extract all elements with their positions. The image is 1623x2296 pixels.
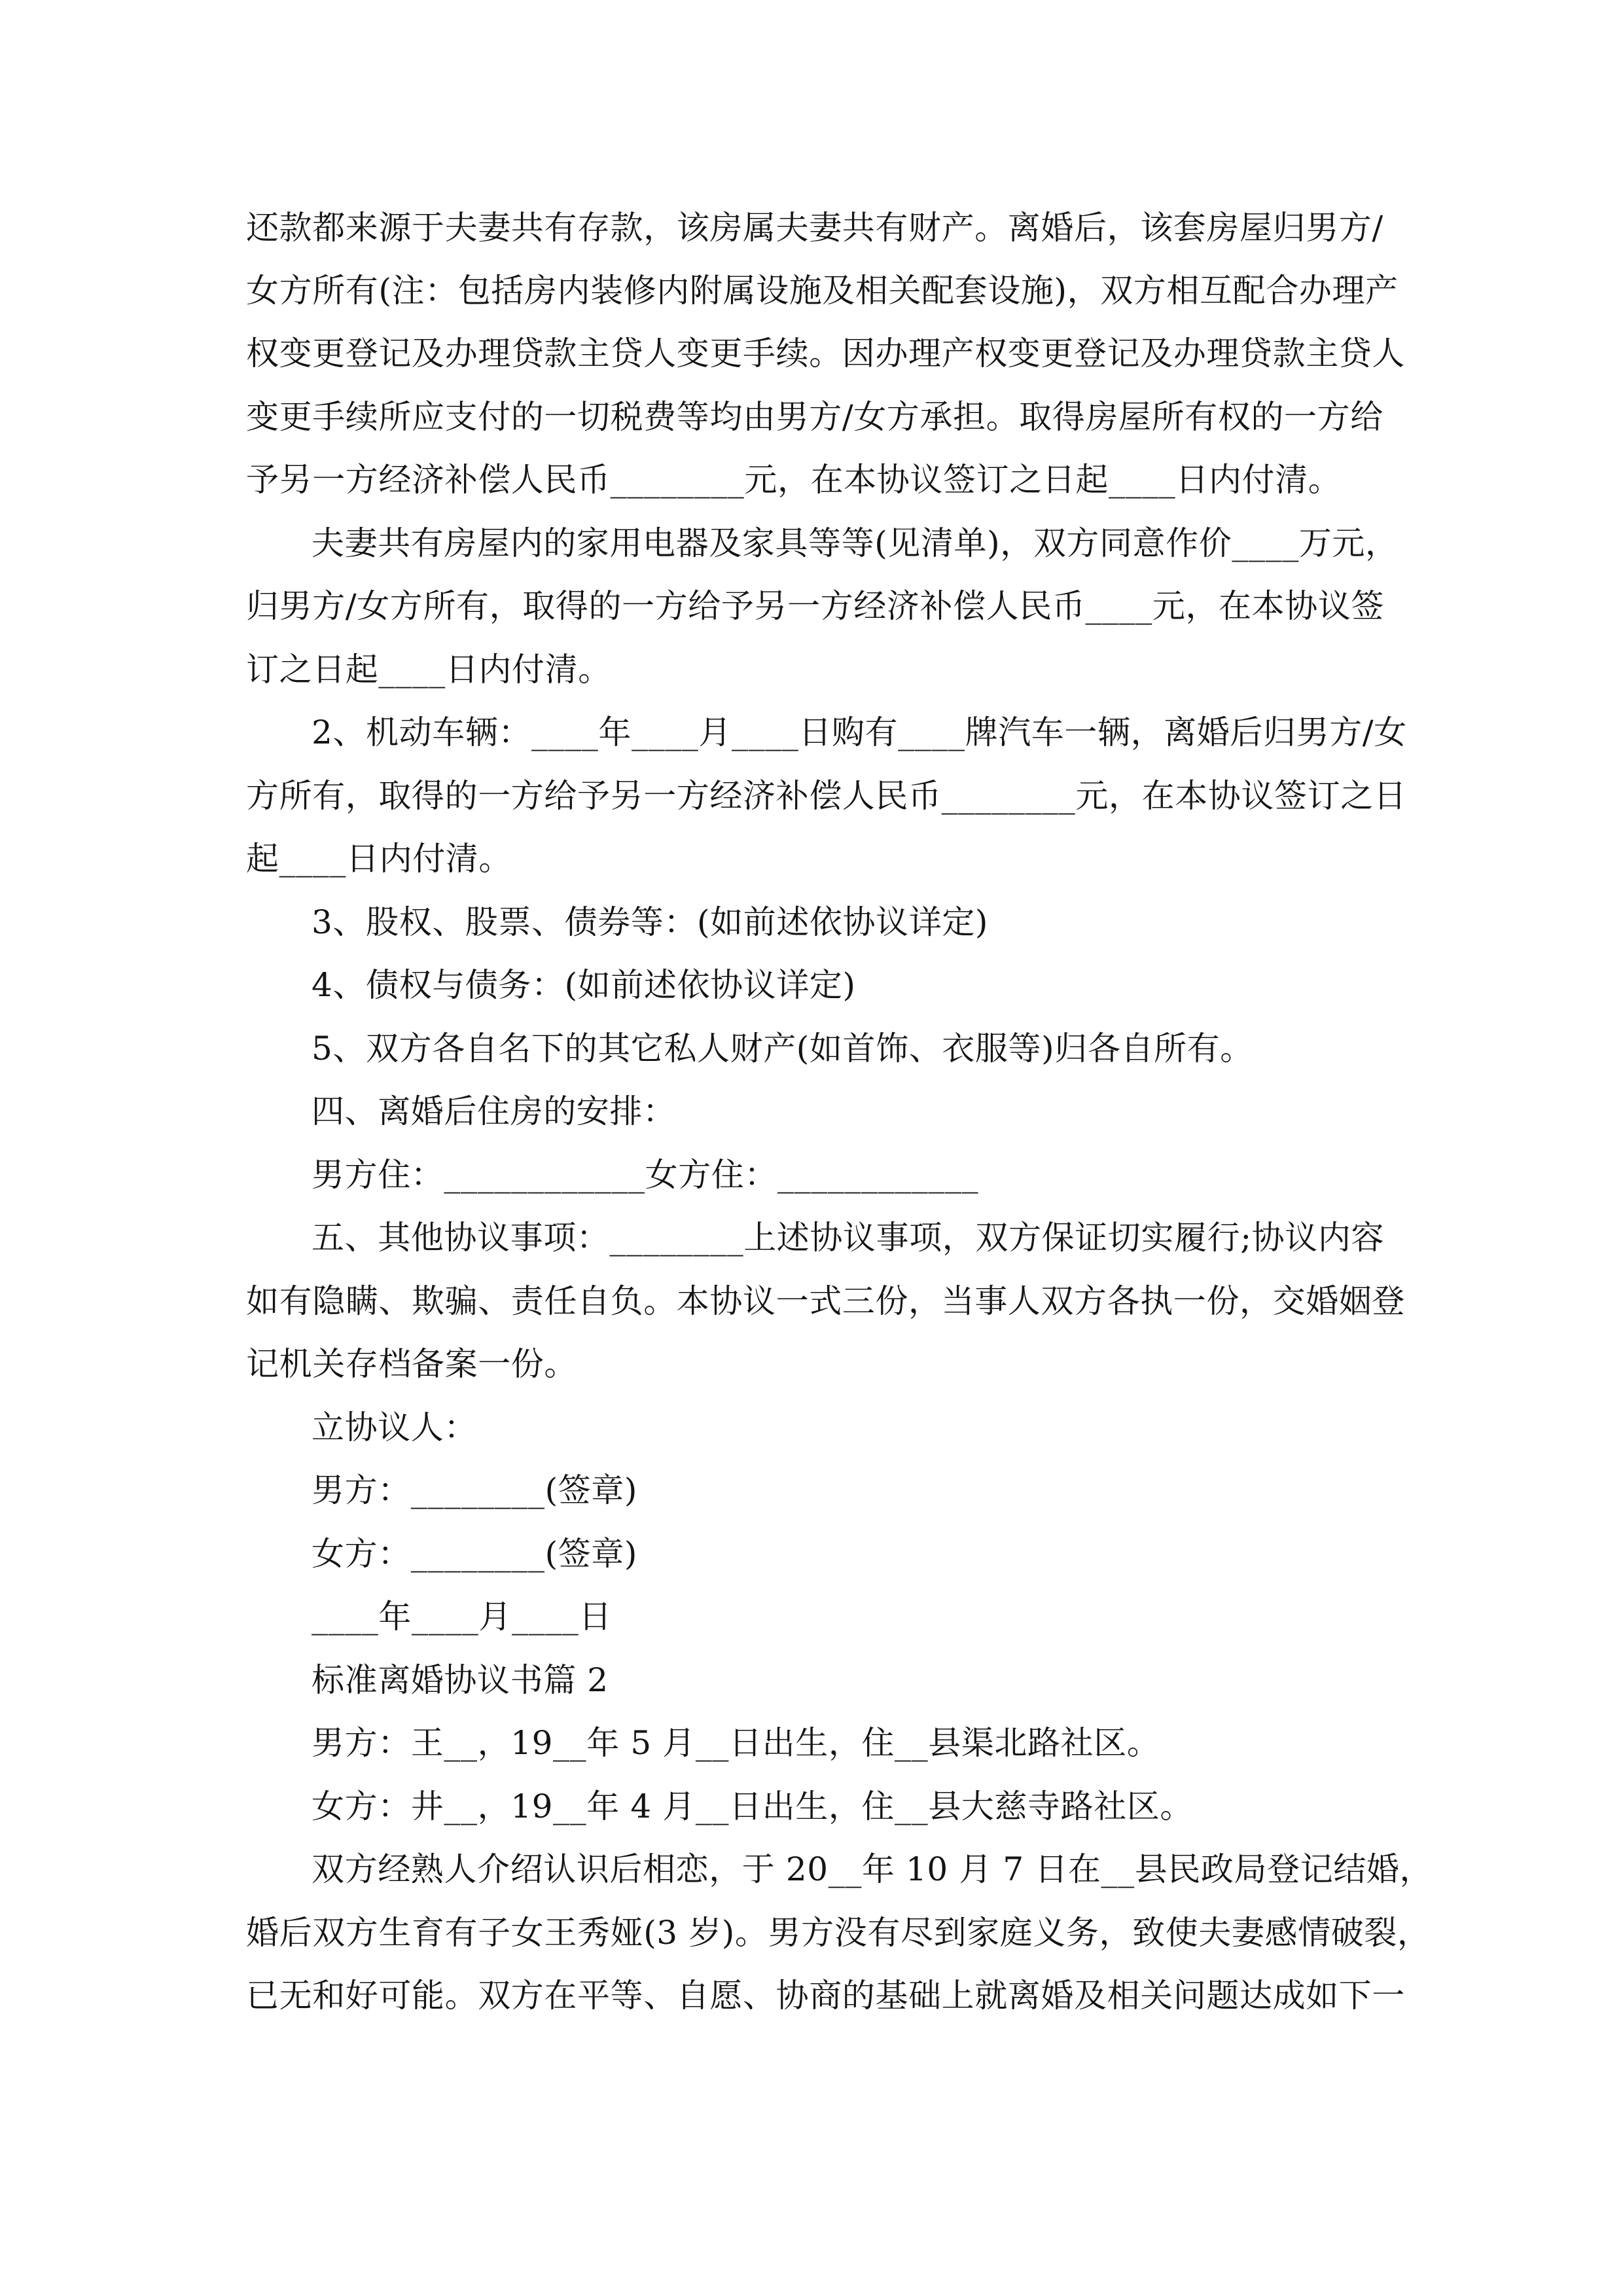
text-line-9: 2、机动车辆：____年____月____日购有____牌汽车一辆，离婚后归男方/女 (312, 713, 1407, 751)
signatories-label: 立协议人： (312, 1408, 477, 1446)
female-party-line: 女方：井__，19__年 4 月__日出生，住__县大慈寺路社区。 (312, 1787, 1194, 1825)
text-line-13: 4、债权与债务：(如前述依协议详定) (312, 966, 856, 1004)
text-line-5: 予另一方经济补偿人民币________元，在本协议签订之日起____日内付清。 (246, 461, 1342, 499)
section-heading-4: 四、离婚后住房的安排： (312, 1092, 676, 1130)
text-line-28: 婚后双方生育有子女王秀娅(3 岁)。男方没有尽到家庭义务，致使夫妻感情破裂， (246, 1914, 1431, 1952)
text-line-18: 如有隐瞒、欺骗、责任自负。本协议一式三份，当事人双方各执一份，交婚姻登 (246, 1282, 1405, 1320)
text-line-14: 5、双方各自名下的其它私人财产(如首饰、衣服等)归各自所有。 (312, 1030, 1253, 1067)
housing-line: 男方住：____________女方住：____________ (312, 1156, 979, 1194)
male-party-line: 男方：王__，19__年 5 月__日出生，住__县渠北路社区。 (312, 1724, 1160, 1762)
section-title-2: 标准离婚协议书篇 2 (312, 1661, 609, 1699)
text-line-8: 订之日起____日内付清。 (246, 651, 611, 689)
text-line-12: 3、股权、股票、债券等：(如前述依协议详定) (312, 903, 989, 941)
text-line-7: 归男方/女方所有，取得的一方给予另一方经济补偿人民币____元，在本协议签 (246, 587, 1385, 625)
text-line-1: 还款都来源于夫妻共有存款，该房属夫妻共有财产。离婚后，该套房屋归男方/ (246, 209, 1383, 247)
text-line-4: 变更手续所应支付的一切税费等均由男方/女方承担。取得房屋所有权的一方给 (246, 398, 1383, 436)
text-line-29: 已无和好可能。双方在平等、自愿、协商的基础上就离婚及相关问题达成如下一 (246, 1977, 1405, 2015)
text-line-27: 双方经熟人介绍认识后相恋，于 20__年 10 月 7 日在__县民政局登记结婚， (312, 1850, 1433, 1888)
text-line-19: 记机关存档备案一份。 (246, 1345, 577, 1383)
text-line-6: 夫妻共有房屋内的家用电器及家具等等(见清单)，双方同意作价____万元， (312, 524, 1399, 562)
text-line-3: 权变更登记及办理贷款主贷人变更手续。因办理产权变更登记及办理贷款主贷人 (246, 334, 1405, 372)
text-line-11: 起____日内付清。 (246, 840, 512, 878)
female-signature-line: 女方：________(签章) (312, 1535, 638, 1573)
male-signature-line: 男方：________(签章) (312, 1471, 638, 1509)
date-line: ____年____月____日 (312, 1598, 612, 1636)
text-line-2: 女方所有(注：包括房内装修内附属设施及相关配套设施)，双方相互配合办理产 (246, 272, 1399, 310)
text-line-10: 方所有，取得的一方给予另一方经济补偿人民币________元，在本协议签订之日 (246, 777, 1407, 815)
section-heading-5: 五、其他协议事项：________上述协议事项，双方保证切实履行;协议内容 (312, 1219, 1385, 1257)
